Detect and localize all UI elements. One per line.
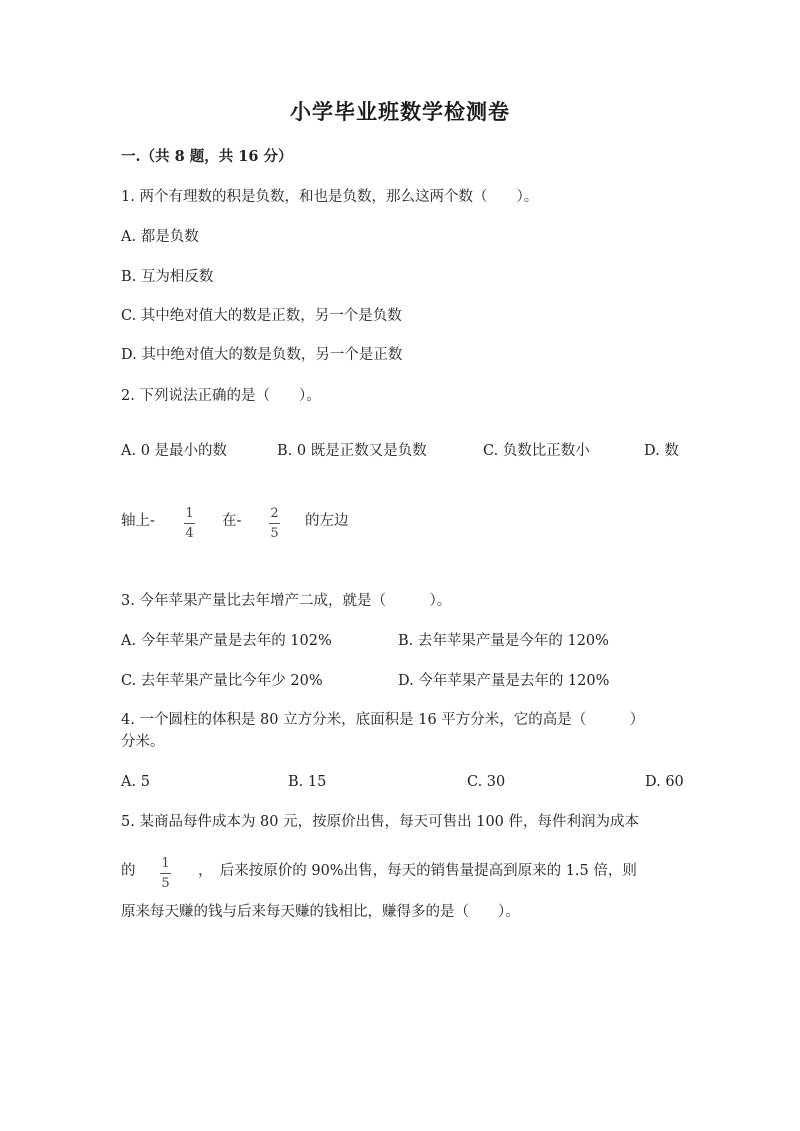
- question-2-stem: 2. 下列说法正确的是（ ）。: [121, 388, 321, 404]
- fraction-denominator: 5: [161, 876, 170, 891]
- fraction-denominator: 4: [185, 526, 194, 541]
- question-4-stem: 4. 一个圆柱的体积是 80 立方分米，底面积是 16 平方分米，它的高是（ ）: [121, 712, 645, 728]
- question-2-option-b: B. 0 既是正数又是负数: [277, 443, 427, 459]
- question-1-stem: 1. 两个有理数的积是负数，和也是负数，那么这两个数（ ）。: [121, 189, 539, 205]
- question-3-option-b: B. 去年苹果产量是今年的 120%: [398, 633, 609, 649]
- fraction-numerator: 1: [185, 506, 194, 521]
- question-4-stem-cont: 分米。: [121, 734, 165, 750]
- page-title: 小学毕业班数学检测卷: [290, 99, 510, 124]
- fraction-numerator: 2: [270, 506, 279, 521]
- fraction-numerator: 1: [161, 856, 170, 871]
- question-4-option-c: C. 30: [467, 774, 506, 790]
- fraction-denominator: 5: [270, 526, 279, 541]
- question-3-option-c: C. 去年苹果产量比今年少 20%: [121, 673, 323, 689]
- question-4-option-b: B. 15: [288, 774, 327, 790]
- question-2-option-a: A. 0 是最小的数: [121, 443, 228, 459]
- question-5-text: ， 后来按原价的 90%出售，每天的销售量提高到原来的 1.5 倍，则: [198, 863, 637, 879]
- question-1-option-b: B. 互为相反数: [121, 269, 214, 285]
- question-4-option-d: D. 60: [645, 774, 684, 790]
- section-heading: 一.（共 8 题，共 16 分）: [121, 148, 293, 165]
- question-5-stem: 5. 某商品每件成本为 80 元，按原价出售，每天可售出 100 件，每件利润为成本: [121, 814, 640, 830]
- question-3-stem: 3. 今年苹果产量比去年增产二成，就是（ ）。: [121, 593, 452, 609]
- fraction-two-fifths: [269, 506, 280, 541]
- question-2-option-c: C. 负数比正数小: [483, 443, 590, 459]
- question-4-option-a: A. 5: [121, 774, 150, 790]
- fraction-one-fifth: [160, 856, 171, 891]
- question-1-option-c: C. 其中绝对值大的数是正数，另一个是负数: [121, 308, 402, 324]
- fraction-bar: [160, 873, 171, 874]
- question-3-option-d: D. 今年苹果产量是去年的 120%: [398, 673, 610, 689]
- fraction-bar: [269, 523, 280, 524]
- question-2-option-d-text: 在-: [222, 513, 242, 529]
- question-1-option-a: A. 都是负数: [121, 229, 199, 245]
- question-5-text: 的: [121, 863, 136, 879]
- question-2-option-d-text: 轴上-: [121, 513, 155, 529]
- question-2-option-d-text: 的左边: [305, 513, 349, 529]
- question-5-stem-cont: 原来每天赚的钱与后来每天赚的钱相比，赚得多的是（ ）。: [121, 904, 520, 920]
- question-3-option-a: A. 今年苹果产量是去年的 102%: [121, 633, 332, 649]
- fraction-bar: [184, 523, 195, 524]
- question-1-option-d: D. 其中绝对值大的数是负数，另一个是正数: [121, 347, 403, 363]
- question-2-option-d: D. 数: [644, 443, 679, 459]
- fraction-one-quarter: [184, 506, 195, 541]
